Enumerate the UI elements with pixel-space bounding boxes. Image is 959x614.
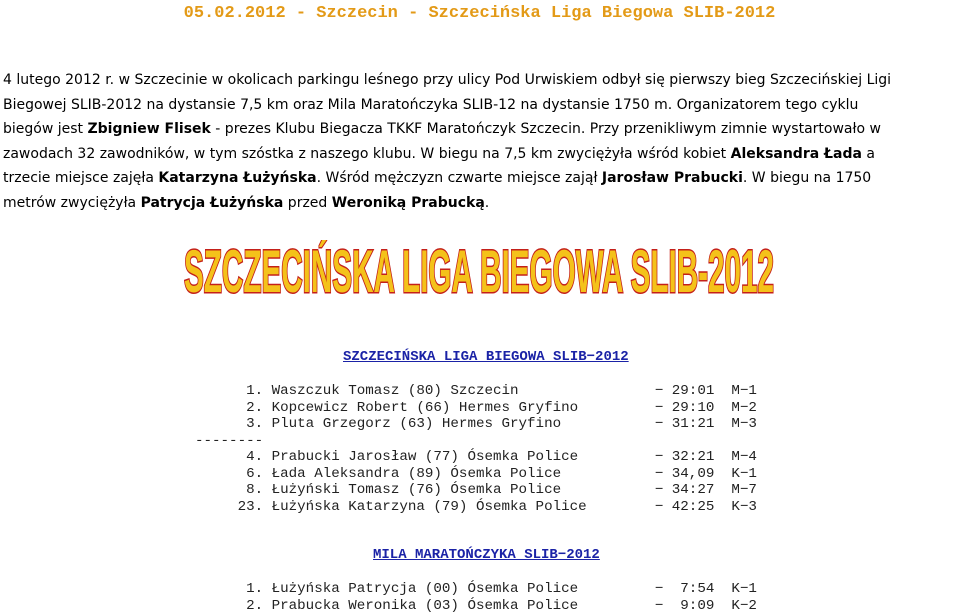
results-separator: -------- [195,432,264,449]
page-title: 05.02.2012 - Szczecin - Szczecińska Liga Biegowa SLIB-2012 [183,4,776,23]
text-segment: . W biegu na 1750 [742,170,872,186]
text-segment: Biegowej SLIB-2012 na dystansie 7,5 km oraz Mila Maratończyka SLIB-12 na dystansie 1750 m. Organizatorem tego cyklu [3,96,859,113]
person-name: Weroniką Prabucką [331,194,485,211]
result-row: 8. Łużyński Tomasz (76) Ósemka Police − 34:27 M−7 [195,482,757,498]
result-row: 1. Waszczuk Tomasz (80) Szczecin − 29:01 M−1 [195,383,757,399]
text-segment: biegów jest [3,121,88,137]
person-name: Aleksandra Łada [730,145,862,162]
person-name: Zbigniew Flisek [87,121,211,137]
text-segment: . Wśród mężczyzn czwarte miejsce zajął [316,170,602,186]
slib-results-list [195,383,757,515]
text-segment: metrów zwyciężyła [3,194,141,211]
article-line [3,68,959,93]
result-row: 6. Łada Aleksandra (89) Ósemka Police − 34,09 K−1 [195,465,757,482]
result-row: 2. Kopcewicz Robert (66) Hermes Gryfino − 29:10 M−2 [195,399,757,416]
result-row: 4. Prabucki Jarosław (77) Ósemka Police − 32:21 M−4 [195,449,757,465]
article-line [3,166,959,191]
article-line [3,191,959,216]
text-segment: przed [283,194,332,211]
text-segment: 4 lutego 2012 r. w Szczecinie w okolicach parkingu leśnego przy ulicy Pod Urwiskiem odbył się pierwszy bieg Szczecińskiej Ligi [3,72,892,88]
slib-results-heading: SZCZECIŃSKA LIGA BIEGOWA SLIB−2012 [343,349,629,365]
article-line [3,117,959,142]
result-row: 1. Łużyńska Patrycja (00) Ósemka Police − 7:54 K−1 [195,581,757,597]
banner-text: SZCZECIŃSKA LIGA BIEGOWA SLIB-2012 [184,240,774,302]
league-banner [181,240,777,302]
result-row: 23. Łużyńska Katarzyna (79) Ósemka Police − 42:25 K−3 [195,498,757,515]
text-segment: . [484,194,490,211]
text-segment: zawodach 32 zawodników, w tym szóstka z naszego klubu. W biegu na 7,5 km zwyciężyła wśród kobiet [3,145,731,162]
article-line [3,93,959,118]
article-paragraph [3,68,959,215]
text-segment: trzecie miejsce zajęła [3,170,159,186]
mila-results-list [195,581,757,614]
article-line [3,142,959,167]
person-name: Jarosław Prabucki [601,170,743,186]
result-row: 2. Prabucka Weronika (03) Ósemka Police − 9:09 K−2 [195,597,757,614]
person-name: Patrycja Łużyńska [140,194,284,211]
person-name: Katarzyna Łużyńska [158,170,317,186]
mila-results-heading: MILA MARATOŃCZYKA SLIB−2012 [373,547,600,563]
text-segment: - prezes Klubu Biegacza TKKF Maratończyk Szczecin. Przy przenikliwym zimnie wystartowało w [210,121,881,137]
text-segment: a [861,145,875,162]
result-row: 3. Pluta Grzegorz (63) Hermes Gryfino − 31:21 M−3 [195,416,757,432]
